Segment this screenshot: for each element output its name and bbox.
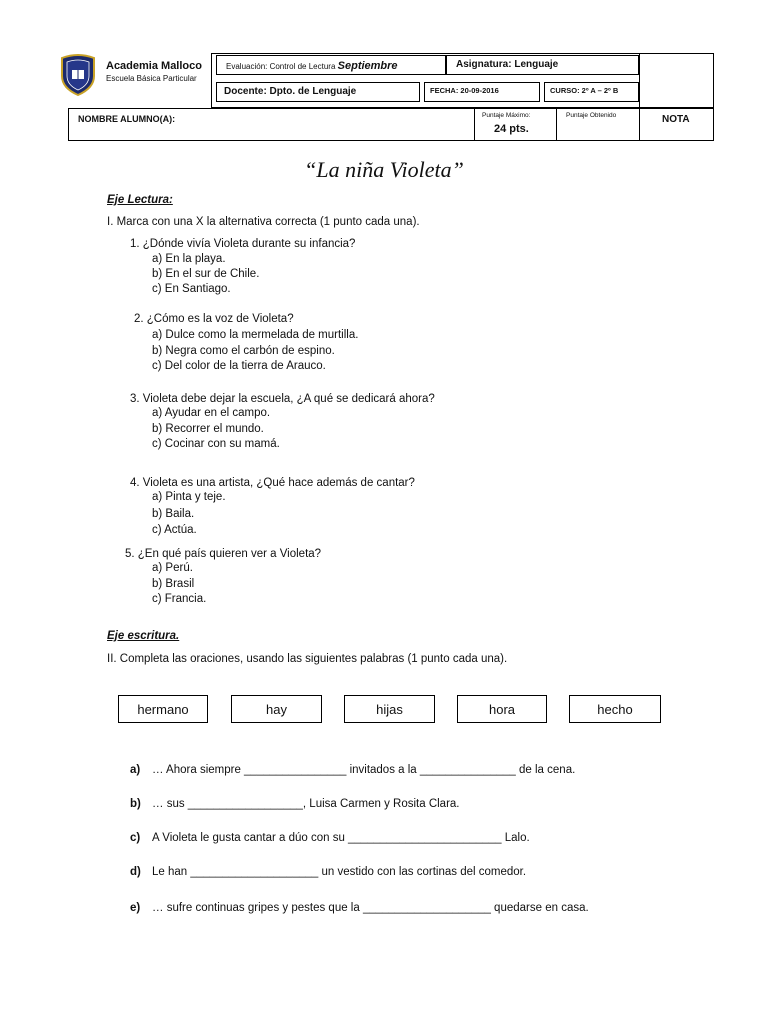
option-5b[interactable]: b) Brasil <box>152 578 195 590</box>
sentence-a[interactable]: … Ahora siempre ________________ invitados a la _______________ de la cena. <box>152 764 576 776</box>
shield-icon <box>58 52 98 96</box>
sentence-e[interactable]: … sufre continuas gripes y pestes que la ____________________ quedarse en casa. <box>152 902 589 914</box>
course-label: CURSO: 2º A – 2º B <box>550 86 619 95</box>
writing-heading: Eje escritura. <box>107 630 180 642</box>
option-1a[interactable]: a) En la playa. <box>152 253 226 265</box>
option-1c[interactable]: c) En Santiago. <box>152 283 231 295</box>
question-4: 4. Violeta es una artista, ¿Qué hace además de cantar? <box>130 477 415 489</box>
reading-heading: Eje Lectura: <box>107 194 173 206</box>
word-box-hecho: hecho <box>569 695 661 723</box>
question-5: 5. ¿En qué país quieren ver a Violeta? <box>125 548 322 560</box>
school-subtitle: Escuela Básica Particular <box>106 74 197 83</box>
option-1b[interactable]: b) En el sur de Chile. <box>152 268 260 280</box>
row-divider-3 <box>639 108 640 141</box>
question-3: 3. Violeta debe dejar la escuela, ¿A qué se dedicará ahora? <box>130 393 435 405</box>
sentence-d[interactable]: Le han ____________________ un vestido con las cortinas del comedor. <box>152 866 527 878</box>
option-2c[interactable]: c) Del color de la tierra de Arauco. <box>152 360 326 372</box>
sentence-c[interactable]: A Violeta le gusta cantar a dúo con su ________________________ Lalo. <box>152 832 530 844</box>
option-2b[interactable]: b) Negra como el carbón de espino. <box>152 345 335 357</box>
obtained-score-label: Puntaje Obtenido <box>566 112 617 119</box>
option-2a[interactable]: a) Dulce como la mermelada de murtilla. <box>152 329 359 341</box>
header-divider <box>639 53 640 108</box>
max-score-value: 24 pts. <box>494 123 529 135</box>
option-5a[interactable]: a) Perú. <box>152 562 193 574</box>
sentence-e-letter: e) <box>130 902 141 914</box>
sentence-d-letter: d) <box>130 866 141 878</box>
option-5c[interactable]: c) Francia. <box>152 593 207 605</box>
date-label: FECHA: 20-09-2016 <box>430 86 499 95</box>
option-3b[interactable]: b) Recorrer el mundo. <box>152 423 264 435</box>
word-box-hora: hora <box>457 695 547 723</box>
option-3c[interactable]: c) Cocinar con su mamá. <box>152 438 280 450</box>
sentence-b-letter: b) <box>130 798 141 810</box>
sentence-a-letter: a) <box>130 764 141 776</box>
option-4a[interactable]: a) Pinta y teje. <box>152 491 226 503</box>
row-divider-1 <box>474 108 475 141</box>
option-4c[interactable]: c) Actúa. <box>152 524 197 536</box>
evaluation-label: Evaluación: Control de Lectura Septiembre <box>226 60 398 72</box>
student-name-field[interactable] <box>180 110 470 139</box>
question-2: 2. ¿Cómo es la voz de Violeta? <box>134 313 294 325</box>
word-box-hermano: hermano <box>118 695 208 723</box>
option-4b[interactable]: b) Baila. <box>152 508 195 520</box>
writing-instruction: II. Completa las oraciones, usando las siguientes palabras (1 punto cada una). <box>107 653 508 665</box>
row-divider-2 <box>556 108 557 141</box>
teacher-label: Docente: Dpto. de Lenguaje <box>224 86 357 97</box>
subject-label: Asignatura: Lenguaje <box>456 59 559 70</box>
school-name: Academia Malloco <box>106 60 202 72</box>
grade-label: NOTA <box>662 114 690 125</box>
school-logo <box>58 52 98 96</box>
word-box-hay: hay <box>231 695 322 723</box>
sentence-c-letter: c) <box>130 832 141 844</box>
option-3a[interactable]: a) Ayudar en el campo. <box>152 407 271 419</box>
reading-instruction: I. Marca con una X la alternativa correcta (1 punto cada una). <box>107 216 420 228</box>
max-score-label: Puntaje Máximo: <box>482 112 531 119</box>
word-box-hijas: hijas <box>344 695 435 723</box>
page-title: “La niña Violeta” <box>304 157 464 182</box>
student-name-label: NOMBRE ALUMNO(A): <box>78 114 176 124</box>
sentence-b[interactable]: … sus __________________, Luisa Carmen y Rosita Clara. <box>152 798 460 810</box>
question-1: 1. ¿Dónde vivía Violeta durante su infancia? <box>130 238 356 250</box>
